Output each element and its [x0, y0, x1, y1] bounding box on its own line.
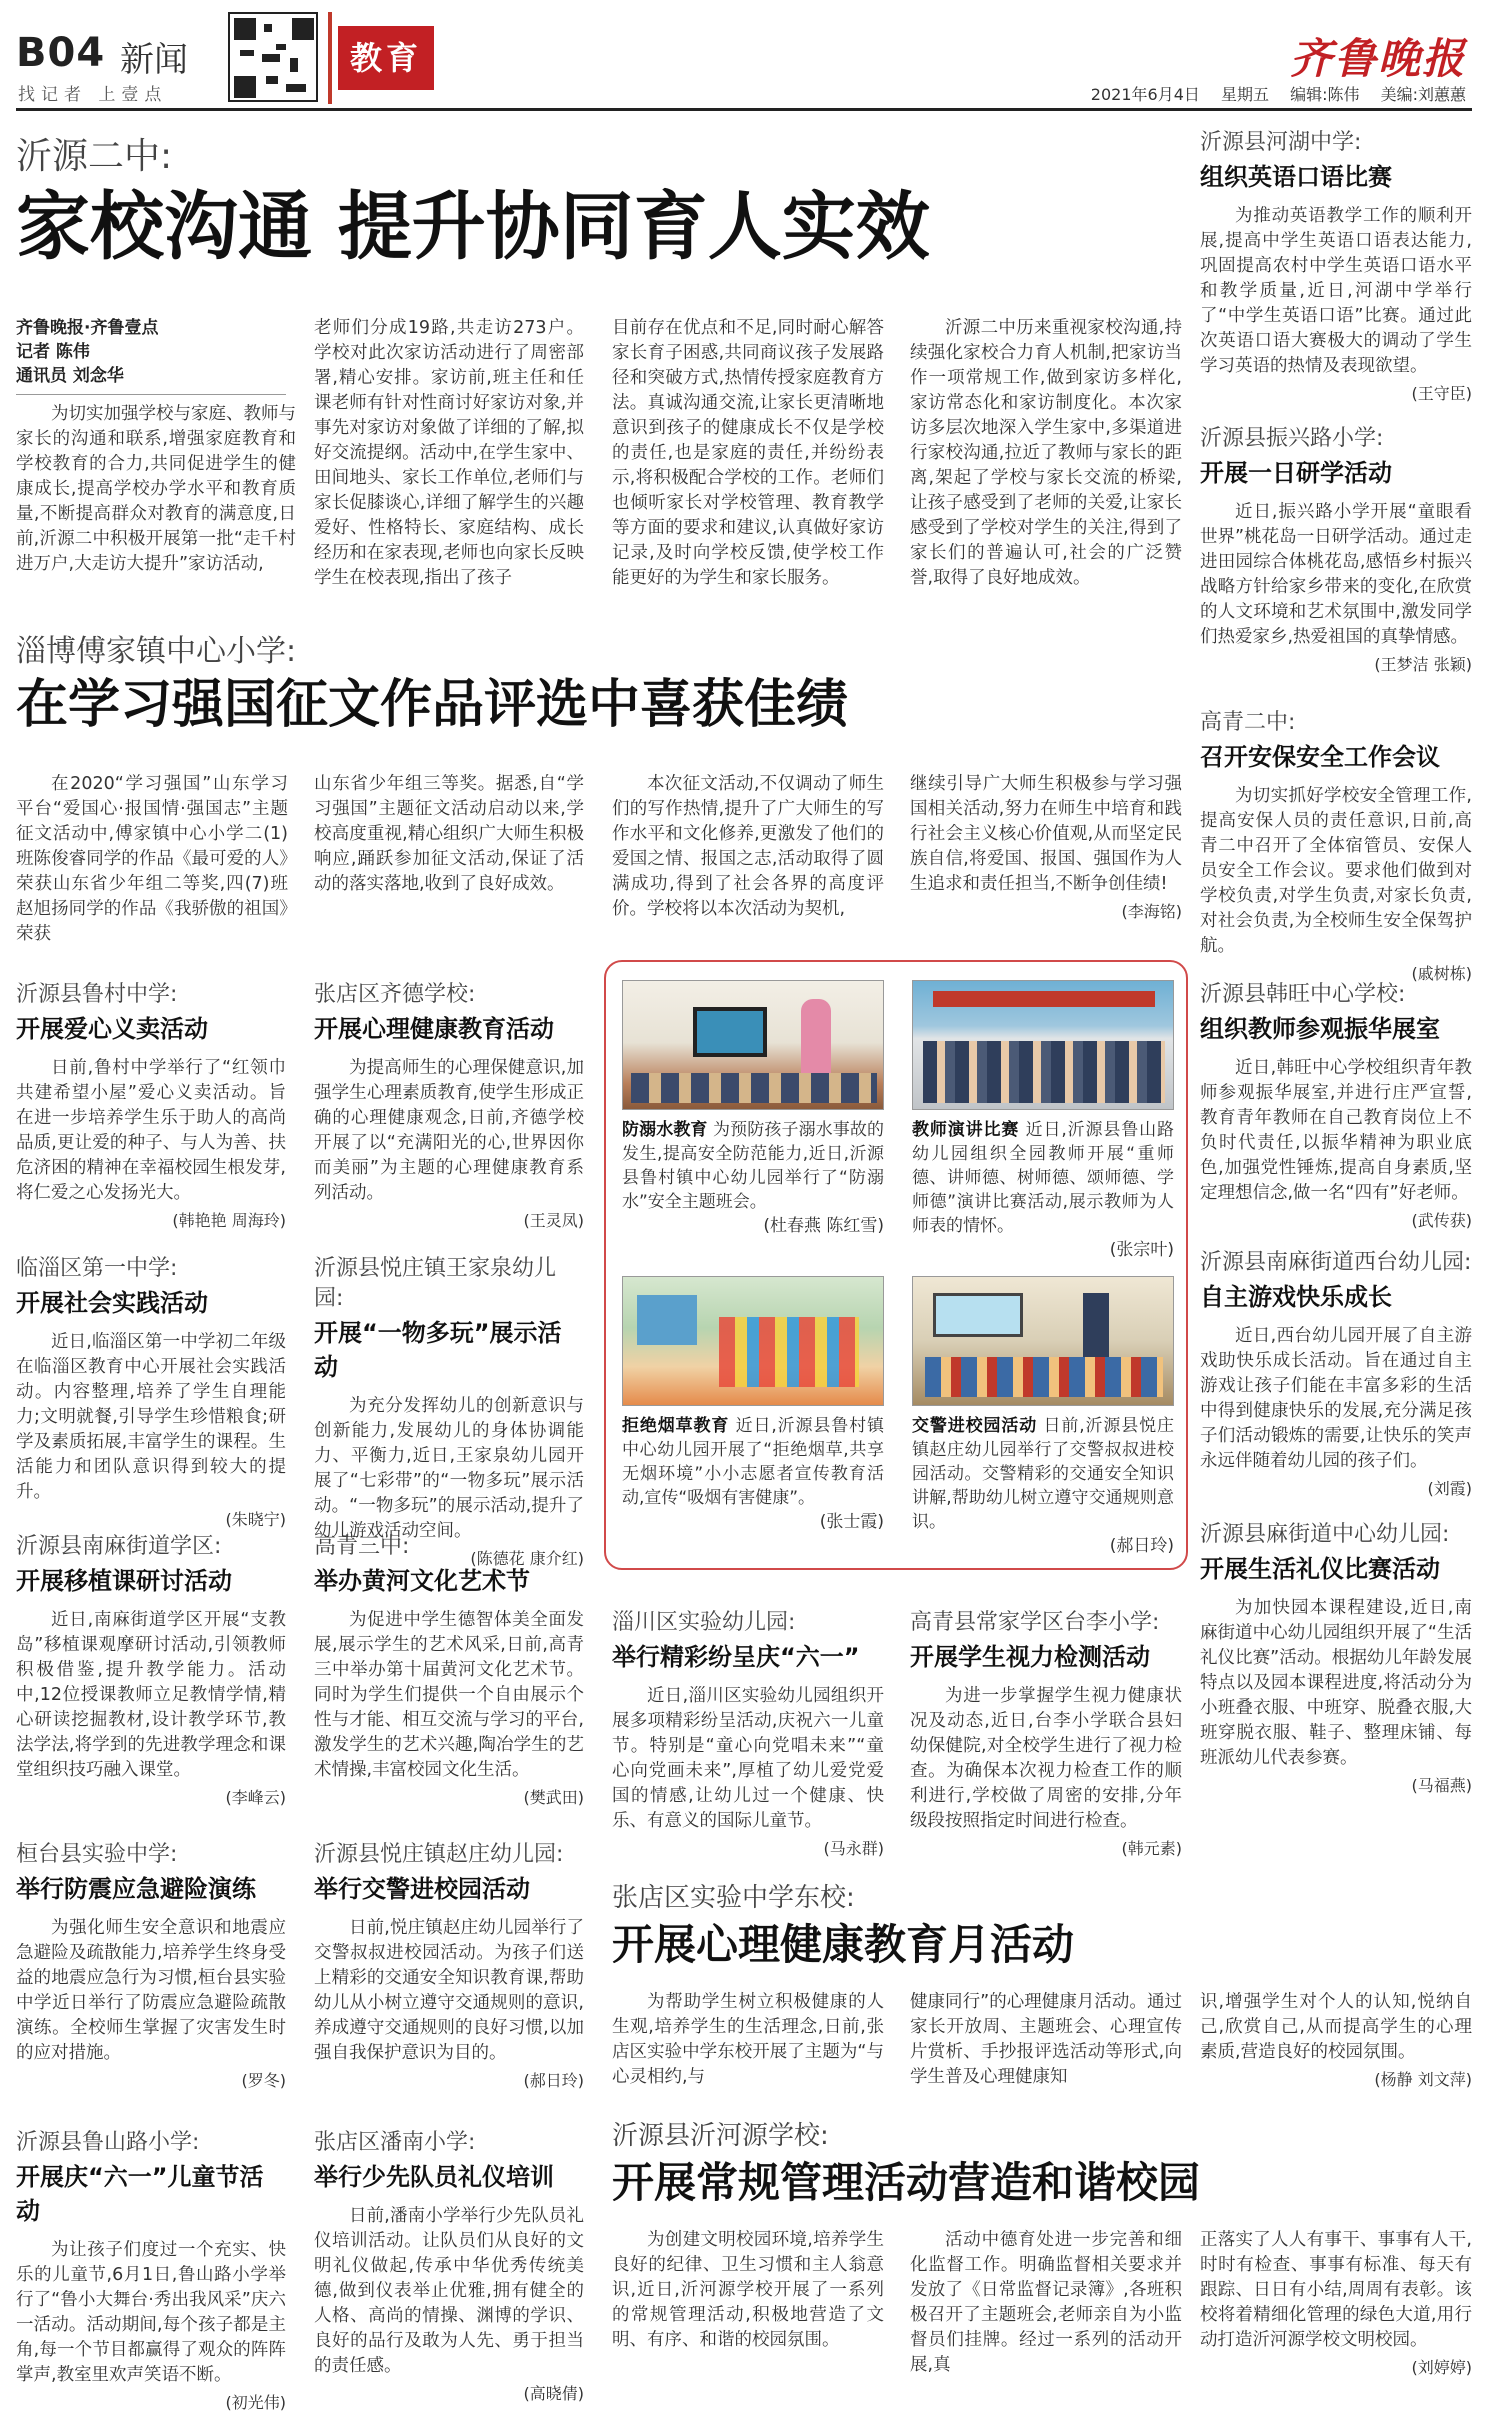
lead-story: [16, 128, 1186, 275]
brief-title: 开展学生视力检测活动: [910, 1643, 1150, 1671]
second-text: 在2020“学习强国”山东学习平台“爱国心·报国情·强国志”主题征文活动中,傅家镇中心小学二(1)班陈俊睿同学的作品《最可爱的人》荣获山东省少年组二等奖,四(7)班赵旭扬同学的作品《我骄傲的祖国》荣获: [16, 774, 288, 944]
brief-kicker: 沂源县振兴路小学:: [1200, 426, 1384, 451]
divider: [16, 394, 286, 395]
caption-byline: (郝日玲): [1109, 1536, 1174, 1556]
third-col-3: [1200, 1990, 1472, 2090]
brief: [1200, 708, 1472, 983]
lead-reporter: 记者 陈伟: [16, 342, 90, 362]
brief-title: 开展庆“六一”儿童节活动: [16, 2163, 264, 2225]
brief-text: 日前,鲁村中学举行了“红领巾共建希望小屋”爱心义卖活动。旨在进一步培养学生乐于助人的高尚品质,更让爱的种子、与人为善、扶危济困的精神在幸福校园生根发芽,将仁爱之心发扬光大。: [16, 1058, 286, 1203]
fourth-byline: (刘婷婷): [1411, 2358, 1472, 2377]
brief-text: 为让孩子们度过一个充实、快乐的儿童节,6月1日,鲁山路小学举行了“鲁小大舞台·秀出我风采”庆六一活动。活动期间,每个孩子都是主角,每一个节目都赢得了观众的阵阵掌声,教室里欢声笑语不断。: [16, 2240, 286, 2385]
third-text: 为帮助学生树立积极健康的人生观,培养学生的生活理念,日前,张店区实验中学东校开展了主题为“与心灵相约,与: [612, 1992, 884, 2087]
caption-byline: (杜春燕 陈红雪): [763, 1216, 884, 1236]
brief-text: 日前,潘南小学举行少先队员礼仪培训活动。让队员们从良好的文明礼仪做起,传承中华优秀传统美德,做到仪表举止优雅,拥有健全的人格、高尚的情操、渊博的学识、良好的品行及敢为人先、勇于担当的责任感。: [314, 2206, 584, 2376]
brief-title: 举办黄河文化艺术节: [314, 1567, 530, 1595]
lead-text: 为切实加强学校与家庭、教师与家长的沟通和联系,增强家庭教育和学校教育的合力,共同促进学生的健康成长,提高学校办学水平和教育质量,不断提高群众对教育的满意度,日前,沂源二中积极开展第一批“走千村进万户,大走访大提升”家访活动,: [16, 404, 296, 574]
designer: 美编:刘蕙蕙: [1380, 85, 1466, 104]
header-rule: [16, 108, 1472, 111]
brief-byline: (韩元素): [1121, 1839, 1182, 1858]
fourth-col-2: [910, 2228, 1182, 2378]
brief: [1200, 980, 1472, 1248]
caption-byline: (张宗叶): [1109, 1240, 1174, 1260]
second-col-2: [314, 772, 584, 897]
third-title: 开展心理健康教育月活动: [612, 1920, 1075, 1969]
brief-kicker: 张店区齐德学校:: [314, 982, 476, 1007]
brief-byline: (戚树栋): [1411, 964, 1472, 983]
brief-text: 为提高师生的心理保健意识,加强学生心理素质教育,使学生形成正确的心理健康观念,日前,齐德学校开展了以“充满阳光的心,世界因你而美丽”为主题的心理健康教育系列活动。: [314, 1058, 584, 1203]
fourth-story: [612, 2118, 1472, 2212]
brief: [1200, 1248, 1472, 1520]
brief: [314, 2128, 584, 2404]
brief-byline: (樊武田): [523, 1788, 584, 1807]
qr-code-icon: [228, 12, 318, 102]
brief-text: 近日,南麻街道学区开展“支教岛”移植课观摩研讨活动,引领教师积极借鉴,提升教学能力。活动中,12位授课教师立足教情学情,精心研读挖掘教材,设计教学环节,教法学法,将学到的先进教学理念和课堂组织技巧融入课堂。: [16, 1610, 286, 1780]
brief: [16, 1254, 286, 1530]
second-kicker: 淄博傅家镇中心小学:: [16, 634, 297, 669]
lead-byline: 齐鲁晚报·齐鲁壹点: [16, 318, 159, 338]
second-text: 山东省少年组三等奖。据悉,自“学习强国”主题征文活动启动以来,学校高度重视,精心组织广大师生积极响应,踊跃参加征文活动,保证了活动的落实落地,收到了良好成效。: [314, 774, 584, 894]
second-text: 继续引导广大师生积极参与学习强国相关活动,努力在师生中培育和践行社会主义核心价值观,从而坚定民族自信,将爱国、报国、强国作为人生追求和责任担当,不断争创佳绩!: [910, 774, 1182, 894]
brief-kicker: 沂源县河湖中学:: [1200, 130, 1362, 155]
brief-byline: (陈德花 康介红): [470, 1549, 584, 1568]
third-story: [612, 1880, 1472, 1974]
brief-title: 举行精彩纷呈庆“六一”: [612, 1643, 860, 1671]
brief-kicker: 桓台县实验中学:: [16, 1842, 178, 1867]
brief-title: 自主游戏快乐成长: [1200, 1283, 1392, 1311]
brief: [1200, 424, 1472, 708]
brief-kicker: 沂源县鲁山路小学:: [16, 2130, 200, 2155]
second-title: 在学习强国征文作品评选中喜获佳绩: [16, 674, 849, 735]
brief: [16, 1840, 286, 2091]
lead-title: 家校沟通 提升协同育人实效: [16, 184, 930, 270]
dateline: [1075, 82, 1466, 105]
third-text: 识,增强学生对个人的认知,悦纳自己,欣赏自己,从而提高学生的心理素质,营造良好的校园氛围。: [1200, 1992, 1472, 2062]
brief-title: 开展心理健康教育活动: [314, 1015, 554, 1043]
photo-caption: [912, 1118, 1174, 1262]
photo-caption: [622, 1414, 884, 1534]
photo-auditorium: [912, 980, 1174, 1110]
brief-text: 为强化师生安全意识和地震应急避险及疏散能力,培养学生终身受益的地震应急行为习惯,桓台县实验中学近日举行了防震应急避险疏散演练。全校师生掌握了灾害发生时的应对措施。: [16, 1918, 286, 2063]
brief-byline: (李峰云): [225, 1788, 286, 1807]
lead-col-2: [314, 316, 584, 591]
brief: [1200, 1520, 1472, 1796]
brief-text: 近日,临淄区第一中学初二年级在临淄区教育中心开展社会实践活动。内容整理,培养了学生自理能力;文明就餐,引导学生珍惜粮食;研学及素质拓展,丰富学生的课程。生活能力和团队意识得到较大的提升。: [16, 1332, 286, 1502]
brief-byline: (初光伟): [225, 2393, 286, 2412]
brief: [16, 980, 286, 1230]
divider: [328, 12, 332, 104]
lead-text: 目前存在优点和不足,同时耐心解答家长育子困惑,共同商议孩子发展路径和突破方式,热情传授家庭教育方法。真诚沟通交流,让家长更清晰地意识到孩子的健康成长不仅是学校的责任,也是家庭的责任,并纷纷表示,将积极配合学校的工作。老师们也倾听家长对学校管理、教育教学等方面的要求和建议,认真做好家访记录,及时向学校反馈,使学校工作能更好的为学生和家长服务。: [612, 318, 884, 588]
brief-kicker: 沂源县麻街道中心幼儿园:: [1200, 1522, 1450, 1547]
page-number: B04: [16, 30, 106, 76]
weekday: 星期五: [1220, 85, 1269, 104]
lead-kicker: 沂源二中:: [16, 136, 173, 177]
fourth-text: 正落实了人人有事干、事事有人干,时时有检查、事事有标准、每天有跟踪、日日有小结,周周有表彰。该校将着精细化管理的绿色大道,用行动打造沂河源学校文明校园。: [1200, 2230, 1472, 2350]
brief-byline: (刘霞): [1427, 1479, 1472, 1498]
brief: [910, 1608, 1182, 1859]
photo-caption: [912, 1414, 1174, 1558]
second-text: 本次征文活动,不仅调动了师生们的写作热情,提升了广大师生的写作水平和文化修养,更激发了他们的爱国之情、报国之志,活动取得了圆满成功,得到了社会各界的高度评价。学校将以本次活动为契机,: [612, 774, 884, 919]
brief-title: 举行少先队员礼仪培训: [314, 2163, 554, 2191]
brief-kicker: 沂源县悦庄镇赵庄幼儿园:: [314, 1842, 564, 1867]
caption-text: 日前,沂源县悦庄镇赵庄幼儿园举行了交警叔叔进校园活动。交警精彩的交通安全知识讲解,帮助幼儿树立遵守交通规则意识。: [912, 1416, 1175, 1532]
brief-byline: (武传获): [1411, 1211, 1472, 1230]
brief-title: 开展爱心义卖活动: [16, 1015, 208, 1043]
brief-byline: (郝日玲): [523, 2071, 584, 2090]
brief-title: 开展一日研学活动: [1200, 459, 1392, 487]
right-column: [1200, 128, 1472, 1796]
caption-text: 为预防孩子溺水事故的发生,提高安全防范能力,近日,沂源县鲁村镇中心幼儿园举行了“防溺水”安全主题班会。: [622, 1120, 885, 1212]
caption-text: 近日,沂源县鲁村镇中心幼儿园开展了“拒绝烟草,共享无烟环境”小小志愿者宣传教育活动,宣传“吸烟有害健康”。: [622, 1416, 885, 1508]
lead-correspondent: 通讯员 刘念华: [16, 366, 124, 386]
third-byline: (杨静 刘文萍): [1374, 2070, 1472, 2089]
brief-byline: (罗冬): [241, 2071, 286, 2090]
caption-label: 教师演讲比赛: [912, 1120, 1020, 1140]
brief: [314, 1532, 584, 1808]
brief-kicker: 沂源县韩旺中心学校:: [1200, 982, 1406, 1007]
brief-kicker: 沂源县鲁村中学:: [16, 982, 178, 1007]
photo-kindergarten: [622, 1276, 884, 1406]
brief: [16, 1532, 286, 1808]
brief-kicker: 高青二中:: [1200, 710, 1296, 735]
fourth-kicker: 沂源县沂河源学校:: [612, 2121, 829, 2151]
brief-text: 近日,西台幼儿园开展了自主游戏助快乐成长活动。旨在通过自主游戏让孩子们能在丰富多彩的生活中得到健康快乐的发展,充分满足孩子们活动锻炼的需要,让快乐的笑声永远伴随着幼儿园的孩子们。: [1200, 1326, 1472, 1471]
brief-kicker: 张店区潘南小学:: [314, 2130, 476, 2155]
brief-title: 举行交警进校园活动: [314, 1875, 530, 1903]
brief-title: 组织英语口语比赛: [1200, 163, 1392, 191]
photo-caption: [622, 1118, 884, 1238]
photo-box: [604, 960, 1188, 1570]
brief-text: 日前,悦庄镇赵庄幼儿园举行了交警叔叔进校园活动。为孩子们送上精彩的交通安全知识教育课,帮助幼儿从小树立遵守交通规则的意识,养成遵守交通规则的良好习惯,以加强自我保护意识为目的。: [314, 1918, 584, 2063]
fourth-title: 开展常规管理活动营造和谐校园: [612, 2158, 1201, 2207]
second-story: [16, 632, 1186, 738]
lead-col-4: [910, 316, 1182, 591]
brief-title: 开展社会实践活动: [16, 1289, 208, 1317]
brief-kicker: 沂源县悦庄镇王家泉幼儿园:: [314, 1256, 557, 1311]
lead-text: 沂源二中历来重视家校沟通,持续强化家校合力育人机制,把家访当作一项常规工作,做到家访多样化,家访常态化和家访制度化。本次家访多层次地深入学生家中,多渠道进行家校沟通,拉近了教师与家长的距离,架起了学校与家长交流的桥梁,让孩子感受到了老师的关爱,让家长感受到了学校对学生的关注,得到了家长们的普遍认可,社会的广泛赞誉,取得了良好地成效。: [910, 318, 1182, 588]
brief-byline: (马福燕): [1411, 1776, 1472, 1795]
fourth-col-1: [612, 2228, 884, 2353]
caption-label: 防溺水教育: [622, 1120, 708, 1140]
brief-byline: (韩艳艳 周海玲): [172, 1211, 286, 1230]
brief-kicker: 沂源县南麻街道西台幼儿园:: [1200, 1250, 1472, 1275]
brief: [1200, 128, 1472, 424]
lead-col-1: [16, 316, 296, 577]
brief-byline: (朱晓宁): [225, 1510, 286, 1529]
lead-col-3: [612, 316, 884, 591]
brief-text: 近日,振兴路小学开展“童眼看世界”桃花岛一日研学活动。通过走进田园综合体桃花岛,感悟乡村振兴战略方针给家乡带来的变化,在欣赏的人文环境和艺术氛围中,激发同学们热爱家乡,热爱祖国的真挚情感。: [1200, 502, 1472, 647]
photo-classroom: [622, 980, 884, 1110]
brief-text: 近日,淄川区实验幼儿园组织开展多项精彩纷呈活动,庆祝六一儿童节。特别是“童心向党唱未来”“童心向党画未来”,厚植了幼儿爱党爱国的情感,让幼儿过一个健康、快乐、有意义的国际儿童节。: [612, 1686, 884, 1831]
second-byline: (李海铭): [1121, 902, 1182, 921]
caption-label: 交警进校园活动: [912, 1416, 1038, 1436]
section-subline: 找记者 上壹点: [18, 85, 168, 105]
brief-title: 召开安保安全工作会议: [1200, 743, 1440, 771]
brief-title: 举行防震应急避险演练: [16, 1875, 256, 1903]
brief-text: 为加快园本课程建设,近日,南麻街道中心幼儿园组织开展了“生活礼仪比赛”活动。根据幼儿年龄发展特点以及园本课程进度,将活动分为小班叠衣服、中班穿、脱叠衣服,大班穿脱衣服、鞋子、整理床铺、每班派幼儿代表参赛。: [1200, 1598, 1472, 1768]
photo-traffic-police: [912, 1276, 1174, 1406]
brief-kicker: 淄川区实验幼儿园:: [612, 1610, 796, 1635]
brief-kicker: 高青三中:: [314, 1534, 410, 1559]
lead-text: 老师们分成19路,共走访273户。学校对此次家访活动进行了周密部署,精心安排。家访前,班主任和任课老师有针对性商讨好家访对象,并事先对家访对象做了详细的了解,拟好交流提纲。活动中,在学生家中、田间地头、家长工作单位,老师们与家长促膝谈心,详细了解学生的兴趣爱好、性格特长、家庭结构、成长经历和在家表现,老师也向家长反映学生在校表现,指出了孩子: [314, 318, 584, 588]
fourth-text: 为创建文明校园环境,培养学生良好的纪律、卫生习惯和主人翁意识,近日,沂河源学校开展了一系列的常规管理活动,积极地营造了文明、有序、和谐的校园氛围。: [612, 2230, 884, 2350]
brief-title: 组织教师参观振华展室: [1200, 1015, 1440, 1043]
fourth-col-3: [1200, 2228, 1472, 2378]
caption-byline: (张士霞): [819, 1512, 884, 1532]
editor: 编辑:陈伟: [1290, 85, 1360, 104]
fourth-text: 活动中德育处进一步完善和细化监督工作。明确监督相关要求并发放了《日常监督记录簿》,各班积极召开了主题班会,老师亲自为小监督员们挂牌。经过一系列的活动开展,真: [910, 2230, 1182, 2375]
brief-kicker: 沂源县南麻街道学区:: [16, 1534, 222, 1559]
third-col-1: [612, 1990, 884, 2090]
brief: [16, 2128, 286, 2413]
brief-kicker: 临淄区第一中学:: [16, 1256, 178, 1281]
second-col-3: [612, 772, 884, 922]
third-text: 健康同行”的心理健康月活动。通过家长开放周、主题班会、心理宣传片赏析、手抄报评选活动等形式,向学生普及心理健康知: [910, 1992, 1182, 2087]
section-name: 新闻: [120, 40, 188, 80]
brief: [314, 1840, 584, 2091]
brief-byline: (王灵凤): [523, 1211, 584, 1230]
brief-text: 为切实抓好学校安全管理工作,提高安保人员的责任意识,日前,高青二中召开了全体宿管员、安保人员安全工作会议。要求他们做到对学校负责,对学生负责,对家长负责,对社会负责,为全校师生安全保驾护航。: [1200, 786, 1472, 956]
brief-title: 开展生活礼仪比赛活动: [1200, 1555, 1440, 1583]
brief-title: 开展“一物多玩”展示活动: [314, 1319, 562, 1381]
brief-byline: (高晓倩): [523, 2384, 584, 2403]
section-tag: 教育: [338, 26, 434, 90]
second-col-1: [16, 772, 288, 947]
brief-text: 为充分发挥幼儿的创新意识与创新能力,发展幼儿的身体协调能力、平衡力,近日,王家泉幼儿园开展了“七彩带”的“一物多玩”展示活动。“一物多玩”的展示活动,提升了幼儿游戏活动空间。: [314, 1396, 584, 1541]
newspaper-logo: 齐鲁晚报: [1289, 34, 1466, 83]
brief: [612, 1608, 884, 1859]
brief-text: 为促进中学生德智体美全面发展,展示学生的艺术风采,日前,高青三中举办第十届黄河文化艺术节。同时为学生们提供一个自由展示个性与才能、相互交流与学习的平台,激发学生的艺术兴趣,陶冶学生的艺术情操,丰富校园文化生活。: [314, 1610, 584, 1780]
caption-text: 近日,沂源县鲁山路幼儿园组织全园教师开展“重师德、讲师德、树师德、颂师德、学师德”演讲比赛活动,展示教师为人师表的情怀。: [912, 1120, 1175, 1236]
brief: [314, 1254, 584, 1569]
brief-kicker: 高青县常家学区台李小学:: [910, 1610, 1160, 1635]
date: 2021年6月4日: [1090, 85, 1200, 104]
brief-title: 开展移植课研讨活动: [16, 1567, 232, 1595]
second-col-4: [910, 772, 1182, 922]
third-kicker: 张店区实验中学东校:: [612, 1883, 855, 1913]
brief-byline: (王守臣): [1411, 384, 1472, 403]
brief-text: 近日,韩旺中心学校组织青年教师参观振华展室,并进行庄严宣誓,教育青年教师在自己教育岗位上不负时代责任,以振华精神为职业底色,加强党性锤炼,提高自身素质,坚定理想信念,做一名“四有”好老师。: [1200, 1058, 1472, 1203]
brief: [314, 980, 584, 1230]
brief-text: 为推动英语教学工作的顺利开展,提高中学生英语口语表达能力,巩固提高农村中学生英语口语水平和教学质量,近日,河湖中学举行了“中学生英语口语”比赛。通过此次英语口语大赛极大的调动了学生学习英语的热情及表现欲望。: [1200, 206, 1472, 376]
brief-text: 为进一步掌握学生视力健康状况及动态,近日,台李小学联合县妇幼保健院,对全校学生进行了视力检查。为确保本次视力检查工作的顺利进行,学校做了周密的安排,分年级段按照指定时间进行检查。: [910, 1686, 1182, 1831]
caption-label: 拒绝烟草教育: [622, 1416, 730, 1436]
brief-byline: (王梦洁 张颖): [1374, 655, 1472, 674]
third-col-2: [910, 1990, 1182, 2090]
masthead: [0, 0, 1488, 112]
brief-byline: (马永群): [823, 1839, 884, 1858]
